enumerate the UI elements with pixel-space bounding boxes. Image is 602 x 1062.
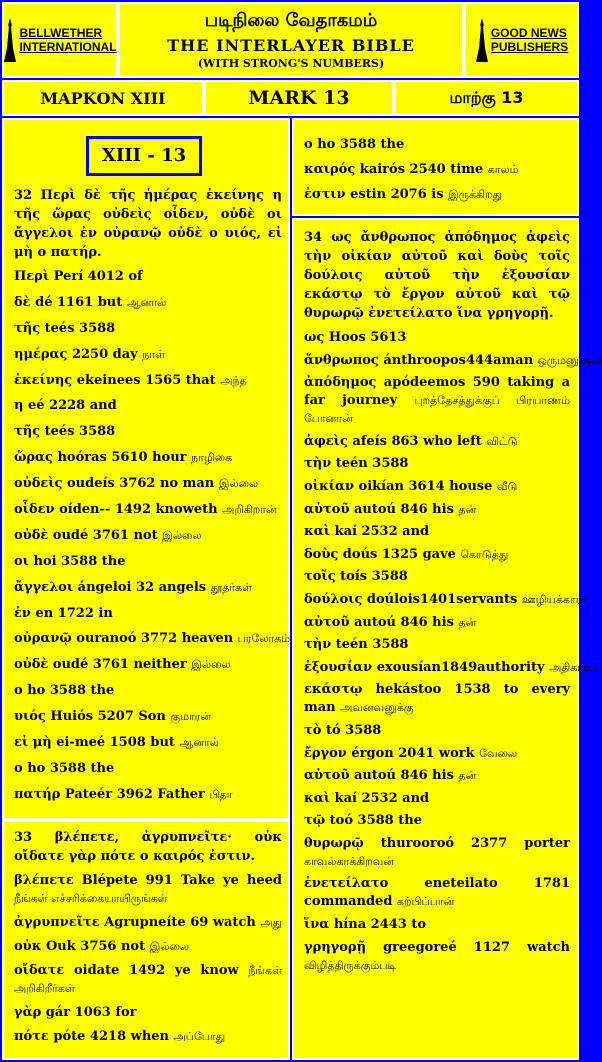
tamil-gloss: விழித்திருக்கும்படி	[304, 958, 397, 972]
word-entry	[304, 455, 570, 473]
greek-word: ἐν	[14, 605, 31, 621]
word-entry	[304, 546, 570, 564]
greek-word: αὐτοῦ	[304, 768, 350, 784]
greek-word: ο	[14, 760, 23, 776]
greek-word: πατήρ	[14, 786, 61, 802]
word-entry	[14, 527, 282, 545]
title-panel	[118, 2, 464, 78]
tamil-gloss: அப்போது	[173, 1030, 226, 1043]
greek-word: οὐδεὶς	[14, 476, 63, 492]
tamil-gloss: பரலோகம்	[237, 632, 291, 646]
transliteration-gloss: exousían1849authority	[372, 659, 550, 675]
greek-word: εκάστῳ	[304, 682, 363, 698]
transliteration-gloss: dé 1161 but	[30, 294, 127, 310]
logo-right-line2: PUBLISHERS	[490, 40, 569, 54]
word-entry	[304, 352, 602, 370]
greek-word: τῆς	[14, 320, 41, 336]
word-entry	[14, 630, 291, 648]
transliteration-gloss: thurooroó 2377 porter	[363, 835, 570, 851]
greek-word: καὶ	[304, 524, 331, 540]
transliteration-gloss: Huiós 5207 Son	[45, 709, 171, 725]
word-entry	[14, 268, 282, 286]
word-entry	[304, 614, 570, 632]
transliteration-gloss: kaí 2532 and	[330, 790, 430, 806]
tamil-gloss: அறிகிறான்	[222, 503, 277, 517]
word-entry	[304, 916, 570, 934]
word-entry	[304, 433, 570, 451]
title-subtitle: (WITH STRONG'S NUMBERS)	[197, 57, 385, 70]
tamil-gloss: நீங்கள் எச்சரிக்கையாயிருங்கள்	[14, 892, 168, 905]
transliteration-gloss: autoú 846 his	[349, 614, 459, 630]
greek-word: ἄγγελοι	[14, 579, 74, 595]
word-entry	[14, 320, 282, 338]
greek-word: οἶδεν	[14, 502, 55, 518]
transliteration-gloss: oudé 3761 neither	[48, 657, 192, 673]
tamil-gloss: நாள்	[142, 347, 165, 361]
title-english: THE INTERLAYER BIBLE	[167, 36, 415, 55]
greek-word: ἀγρυπνεῖτε	[14, 915, 100, 930]
tamil-book-label: மாற்கு 13	[449, 87, 524, 107]
greek-word: οὐδὲ	[14, 527, 49, 543]
word-entry	[304, 161, 570, 179]
transliteration-gloss: Hoos 5613	[324, 330, 407, 345]
tamil-gloss: குமாரன்	[170, 710, 212, 724]
tamil-gloss: இல்லை	[218, 477, 259, 491]
tamil-gloss: கொடுத்து	[460, 547, 509, 561]
bellwether-logo	[2, 2, 118, 78]
word-entry	[14, 423, 282, 441]
tamil-gloss: இல்லை	[149, 940, 190, 953]
greek-word: ἵνα	[304, 917, 330, 933]
greek-word: οὐρανῷ	[14, 631, 72, 647]
greek-word: βλέπετε	[14, 873, 74, 888]
english-book-header	[204, 80, 394, 116]
greek-word: οἴδατε	[14, 963, 65, 978]
greek-word: ἀπόδημος	[304, 375, 377, 391]
verse-32-words	[14, 268, 291, 804]
tamil-gloss: தூதர்கள்	[210, 580, 253, 594]
word-entry	[304, 478, 570, 496]
greek-word: η	[14, 398, 24, 414]
transliteration-gloss: hoi 3588 the	[28, 553, 126, 569]
tamil-gloss: ஒருமனுஷன்	[537, 353, 602, 367]
tamil-gloss: கற்பிப்பான்	[396, 895, 455, 909]
word-entry	[304, 523, 570, 541]
tower-icon	[3, 18, 17, 62]
tamil-gloss: பிதா	[209, 787, 233, 801]
word-entry	[14, 962, 282, 998]
greek-word: ἐκείνης	[14, 372, 73, 388]
verse-32-text: 32 Περὶ δὲ τῆς ἡμέρας ἐκείνης η τῆς ὥρας οὐδεὶς οἶδεν, οὐδὲ οι ἄγγελοι ἐν οὐρανῷ οὐδὲ ο υιός, εἰ μὴ ο πατήρ.	[14, 188, 282, 260]
word-entry	[304, 136, 570, 154]
good-news-logo	[464, 2, 579, 78]
word-entry	[14, 475, 282, 493]
verse-33-words	[14, 872, 282, 1046]
transliteration-gloss: kaí 2532 and	[330, 524, 430, 540]
greek-word: τῆς	[14, 424, 41, 440]
title-tamil: படிநிலை வேதாகமம்	[204, 10, 378, 31]
greek-word: ως	[304, 330, 325, 345]
greek-word: ἐξουσίαν	[304, 659, 373, 675]
word-entry	[14, 760, 282, 778]
word-entry	[304, 186, 570, 204]
transliteration-gloss: oíden-- 1492 knoweth	[54, 502, 223, 518]
verse-34-words	[304, 329, 602, 975]
transliteration-gloss: érgon 2041 work	[346, 745, 480, 761]
greek-word: γρηγορῇ	[304, 939, 367, 955]
transliteration-gloss: ángeloi 32 angels	[73, 579, 211, 595]
tamil-gloss: காவல்காக்கிறவன்	[304, 854, 394, 868]
greek-word: καιρός	[304, 162, 356, 177]
word-entry	[14, 294, 282, 312]
tamil-gloss: இல்லை	[162, 528, 202, 542]
transliteration-gloss: afeís 863 who left	[347, 433, 487, 449]
tamil-gloss: காலம்	[487, 163, 519, 176]
verse-33-text: 33 βλέπετε, ἀγρυπνεῖτε· οὐκ οἴδατε γὰρ πότε ο καιρός ἐστιν.	[14, 830, 282, 864]
word-entry	[304, 875, 570, 911]
word-entry	[304, 501, 570, 519]
word-entry	[304, 659, 598, 677]
transliteration-gloss: greegoreé 1127 watch	[366, 939, 570, 955]
logo-left-line1: BELLWETHER	[19, 26, 103, 40]
word-entry	[304, 636, 570, 654]
greek-word: Περὶ	[14, 269, 50, 284]
tamil-gloss: இருக்கிறது	[448, 188, 503, 201]
greek-word: τὴν	[304, 637, 332, 653]
greek-word: δοὺς	[304, 546, 339, 562]
transliteration-gloss: doús 1325 gave	[338, 546, 461, 562]
transliteration-gloss: tó 3588	[321, 722, 382, 738]
transliteration-gloss: ouranoó 3772 heaven	[71, 631, 238, 647]
word-entry	[14, 346, 282, 364]
tamil-gloss: புறத்தேசத்துக்குப் பிரயாணம் போனான்	[304, 394, 570, 426]
tamil-gloss: ஊழியக்காரர்	[521, 592, 588, 606]
transliteration-gloss: Pateér 3962 Father	[60, 786, 210, 802]
left-column-lower	[2, 820, 290, 1060]
verse-34-text: 34 ως ἄνθρωπος ἀπόδημος ἀφεὶς τὴν οἰκίαν αὐτοῦ καὶ δοὺς τοῖς δούλοις αὐτοῦ τὴν ἐξουσίαν εκάστῳ τὸ ἔργον αὐτοῦ καὶ τῷ θυρωρῷ ἐνετείλατο ἵνα γρηγορῇ.	[304, 230, 570, 321]
tamil-gloss: அது	[260, 916, 283, 929]
tamil-gloss: நீங்கள் அறிகிறீர்கள்	[14, 964, 282, 995]
transliteration-gloss: hína 2443 to	[329, 917, 427, 933]
transliteration-gloss: kairós 2540 time	[355, 162, 488, 177]
verse-33-continued	[304, 136, 570, 211]
word-entry	[304, 568, 570, 586]
greek-book-label: ΜΑΡΚΟΝ XIII	[40, 88, 166, 108]
transliteration-gloss: ei-meé 1508 but	[51, 735, 180, 751]
transliteration-gloss: teés 3588	[40, 424, 116, 440]
logo-left-line2: INTERNATIONAL	[19, 40, 117, 54]
left-column	[2, 118, 290, 820]
greek-word: ὥρας	[14, 450, 53, 466]
greek-word: ο	[304, 137, 313, 152]
word-entry	[14, 1028, 282, 1046]
word-entry	[14, 372, 282, 390]
greek-word: γὰρ	[14, 1005, 42, 1020]
word-entry	[14, 914, 282, 932]
transliteration-gloss: oudé 3761 not	[48, 527, 163, 543]
greek-word: οὐκ	[14, 939, 42, 954]
tamil-gloss: அந்த	[220, 373, 247, 387]
tamil-gloss: தன்	[458, 615, 477, 629]
logo-right-line1: GOOD NEWS	[490, 26, 567, 40]
tamil-gloss: அவனவனுக்கு	[340, 701, 414, 715]
word-entry	[14, 553, 282, 571]
greek-word: αὐτοῦ	[304, 614, 350, 630]
greek-word: τὴν	[304, 456, 332, 472]
word-entry	[14, 397, 282, 415]
transliteration-gloss: oudeís 3762 no man	[62, 476, 219, 492]
transliteration-gloss: teés 3588	[40, 320, 116, 336]
word-entry	[14, 1004, 282, 1022]
transliteration-gloss: Ouk 3756 not	[41, 939, 150, 954]
transliteration-gloss: eneteilato 1781 commanded	[304, 876, 570, 910]
greek-word: ἔργον	[304, 745, 347, 761]
greek-word: αὐτοῦ	[304, 501, 350, 517]
transliteration-gloss: hekástoo 1538 to every man	[304, 682, 570, 716]
greek-word: ημέρας	[14, 346, 68, 362]
tower-icon	[475, 18, 489, 62]
greek-word: εἰ μὴ	[14, 735, 52, 751]
transliteration-gloss: oikían 3614 house	[354, 478, 497, 494]
greek-word: ἄνθρωπος	[304, 352, 379, 368]
greek-book-header	[2, 80, 204, 116]
greek-word: δὲ	[14, 294, 31, 310]
english-book-label: MARK 13	[248, 87, 350, 109]
transliteration-gloss: toís 3588	[335, 569, 408, 585]
greek-word: οι	[14, 553, 29, 569]
tamil-gloss: தன்	[458, 769, 477, 783]
transliteration-gloss: Perí 4012 of	[49, 269, 143, 284]
word-entry	[14, 656, 282, 674]
greek-word: πότε	[14, 1029, 49, 1044]
transliteration-gloss: ho 3588 the	[22, 760, 115, 776]
word-entry	[304, 812, 570, 830]
greek-word: τὸ	[304, 722, 322, 738]
greek-word: ἀφεὶς	[304, 433, 348, 449]
transliteration-gloss: eé 2228 and	[23, 398, 117, 414]
transliteration-gloss: 2250 day	[67, 346, 143, 362]
word-entry	[304, 745, 570, 763]
greek-word: ἐνετείλατο	[304, 876, 389, 892]
greek-word: οἰκίαν	[304, 478, 355, 494]
tamil-gloss: அதிகாரம்	[549, 660, 598, 674]
word-entry	[14, 449, 282, 467]
transliteration-gloss: ho 3588 the	[22, 683, 115, 699]
transliteration-gloss: teén 3588	[331, 456, 409, 472]
tamil-book-header	[394, 80, 579, 116]
greek-word: δούλοις	[304, 591, 363, 607]
word-entry	[304, 939, 570, 975]
tamil-gloss: நாழிகை	[191, 451, 233, 465]
transliteration-gloss: apódeemos 590 taking a far journey	[304, 375, 570, 409]
word-entry	[14, 682, 282, 700]
tamil-gloss: ஆனால்	[126, 295, 167, 309]
tamil-gloss: விட்டு	[486, 434, 518, 448]
word-entry	[304, 591, 588, 609]
tamil-gloss: தன்	[458, 502, 477, 516]
word-entry	[304, 767, 570, 785]
tamil-gloss: வீடு	[496, 479, 518, 493]
greek-word: θυρωρῷ	[304, 835, 364, 851]
tamil-gloss: இல்லை	[191, 658, 231, 672]
word-entry	[14, 501, 282, 519]
chapter-label: XIII - 13	[86, 136, 202, 176]
transliteration-gloss: teén 3588	[331, 637, 409, 653]
word-entry	[304, 329, 570, 347]
transliteration-gloss: autoú 846 his	[349, 501, 459, 517]
right-column	[292, 218, 602, 1060]
word-entry	[14, 786, 282, 804]
greek-word: τῷ	[304, 813, 326, 829]
transliteration-gloss: gár 1063 for	[41, 1005, 137, 1020]
greek-word: καὶ	[304, 790, 331, 806]
word-entry	[14, 708, 282, 726]
word-entry	[304, 374, 570, 428]
greek-word: τοῖς	[304, 569, 336, 585]
word-entry	[304, 722, 570, 740]
greek-word: ἐστιν	[304, 187, 346, 202]
tamil-gloss: வேலை	[479, 746, 518, 760]
transliteration-gloss: oidate 1492 ye know	[64, 963, 249, 978]
transliteration-gloss: ho 3588 the	[312, 137, 405, 152]
greek-word: ο	[14, 683, 23, 699]
word-entry	[14, 938, 282, 956]
transliteration-gloss: toó 3588 the	[325, 813, 422, 829]
right-column-top	[292, 118, 579, 216]
word-entry	[304, 790, 570, 808]
word-entry	[304, 835, 570, 871]
greek-word: οὐδὲ	[14, 657, 49, 673]
transliteration-gloss: doúlois1401servants	[362, 591, 522, 607]
transliteration-gloss: autoú 846 his	[349, 768, 459, 784]
tamil-gloss: ஆனால்	[179, 736, 219, 750]
word-entry	[14, 734, 282, 752]
transliteration-gloss: póte 4218 when	[48, 1029, 174, 1044]
transliteration-gloss: estin 2076 is	[345, 187, 449, 202]
transliteration-gloss: en 1722 in	[30, 605, 113, 621]
word-entry	[14, 872, 282, 908]
transliteration-gloss: ekeinees 1565 that	[72, 372, 221, 388]
word-entry	[304, 681, 570, 717]
transliteration-gloss: ánthroopos444aman	[378, 352, 538, 368]
transliteration-gloss: Blépete 991 Take ye heed	[73, 873, 282, 888]
transliteration-gloss: Agrupneíte 69 watch	[99, 915, 261, 930]
transliteration-gloss: hoóras 5610 hour	[52, 450, 192, 466]
greek-word: υιός	[14, 709, 46, 725]
word-entry	[14, 605, 282, 623]
word-entry	[14, 579, 282, 597]
